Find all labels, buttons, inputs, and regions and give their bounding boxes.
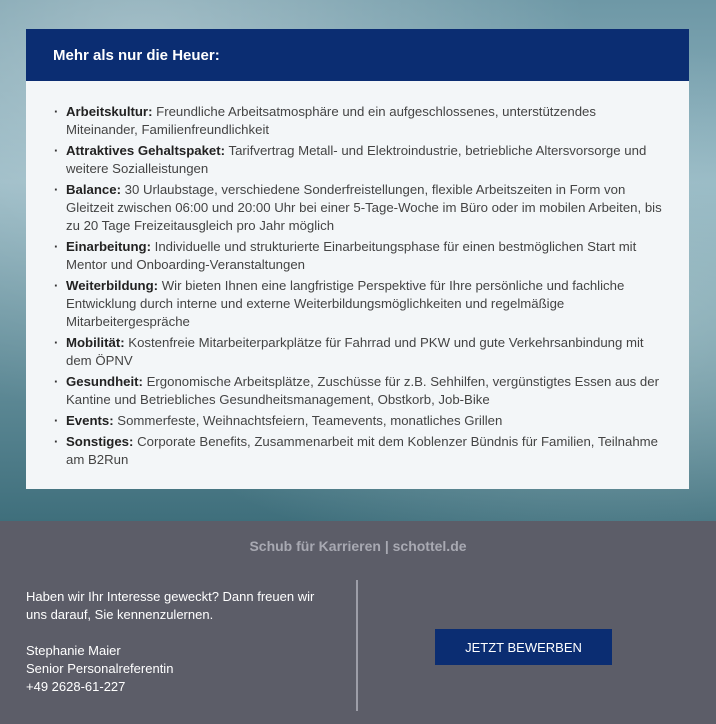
benefit-text: Kostenfreie Mitarbeiterparkplätze für Fahrrad und PKW und gute Verkehrsanbindung mit dem ÖPNV bbox=[66, 335, 644, 368]
benefit-item bbox=[54, 373, 665, 409]
benefit-item bbox=[54, 181, 665, 235]
benefit-item bbox=[54, 238, 665, 274]
benefits-title: Mehr als nur die Heuer: bbox=[53, 46, 220, 64]
bullet-icon: · bbox=[54, 413, 59, 428]
benefit-label: Weiterbildung: bbox=[66, 278, 159, 293]
benefit-label: Attraktives Gehaltspaket: bbox=[66, 143, 226, 158]
footer-tagline: Schub für Karrieren | schottel.de bbox=[249, 538, 467, 554]
benefit-label: Sonstiges: bbox=[66, 434, 134, 449]
benefit-label: Mobilität: bbox=[66, 335, 125, 350]
benefit-item bbox=[54, 334, 665, 370]
benefit-text: Individuelle und strukturierte Einarbeitungsphase für einen bestmöglichen Start mit Mentor und Onboarding-Veranstaltungen bbox=[66, 239, 637, 272]
benefit-text: Ergonomische Arbeitsplätze, Zuschüsse für z.B. Sehhilfen, vergünstigtes Essen aus der Kantine und Betriebliches Gesundheitsmanagement, Obstkorb, Job-Bike bbox=[66, 374, 659, 407]
footer-divider bbox=[356, 580, 358, 711]
bullet-icon: · bbox=[54, 335, 59, 350]
benefit-text: 30 Urlaubstage, verschiedene Sonderfreistellungen, flexible Arbeitszeiten in Form von Gleitzeit zwischen 06:00 und 20:00 Uhr bei einer 5-Tage-Woche im Büro oder im mobilen Arbeiten, bis zu 20 Tage Freizeitausgleich pro Jahr möglich bbox=[66, 182, 662, 233]
bullet-icon: · bbox=[54, 434, 59, 449]
benefit-text: Sommerfeste, Weihnachtsfeiern, Teamevents, monatliches Grillen bbox=[113, 413, 503, 428]
benefit-item bbox=[54, 433, 665, 469]
benefit-label: Einarbeitung: bbox=[66, 239, 151, 254]
bullet-icon: · bbox=[54, 182, 59, 197]
benefits-card-header bbox=[26, 29, 689, 81]
apply-button[interactable]: JETZT BEWERBEN bbox=[435, 629, 612, 665]
contact-phone: +49 2628-61-227 bbox=[26, 679, 126, 694]
benefit-text: Freundliche Arbeitsatmosphäre und ein aufgeschlossenes, unterstützendes Miteinander, Familienfreundlichkeit bbox=[66, 104, 596, 137]
contact-name: Stephanie Maier bbox=[26, 643, 121, 658]
contact-role: Senior Personalreferentin bbox=[26, 661, 174, 676]
benefits-card bbox=[26, 29, 689, 489]
benefit-item bbox=[54, 277, 665, 331]
footer bbox=[0, 521, 716, 724]
benefit-label: Gesundheit: bbox=[66, 374, 143, 389]
benefit-item bbox=[54, 103, 665, 139]
benefit-label: Arbeitskultur: bbox=[66, 104, 153, 119]
contact-spacer bbox=[26, 624, 326, 642]
benefit-label: Events: bbox=[66, 413, 114, 428]
bullet-icon: · bbox=[54, 278, 59, 293]
bullet-icon: · bbox=[54, 239, 59, 254]
bullet-icon: · bbox=[54, 104, 59, 119]
benefit-text: Tarifvertrag Metall- und Elektroindustrie, betriebliche Altersvorsorge und weitere Sozialleistungen bbox=[66, 143, 647, 176]
benefit-text: Wir bieten Ihnen eine langfristige Perspektive für Ihre persönliche und fachliche Entwicklung durch interne und externe Weiterbildungsmöglichkeiten und regelmäßige Mitarbeitergespräche bbox=[66, 278, 625, 329]
contact-block bbox=[26, 588, 326, 696]
benefit-item bbox=[54, 412, 665, 430]
benefit-text: Corporate Benefits, Zusammenarbeit mit dem Koblenzer Bündnis für Familien, Teilnahme am B2Run bbox=[66, 434, 658, 467]
benefit-item bbox=[54, 142, 665, 178]
bullet-icon: · bbox=[54, 143, 59, 158]
benefit-label: Balance: bbox=[66, 182, 121, 197]
benefits-list bbox=[26, 81, 689, 469]
contact-intro: Haben wir Ihr Interesse geweckt? Dann freuen wir uns darauf, Sie kennenzulernen. bbox=[26, 589, 315, 622]
bullet-icon: · bbox=[54, 374, 59, 389]
